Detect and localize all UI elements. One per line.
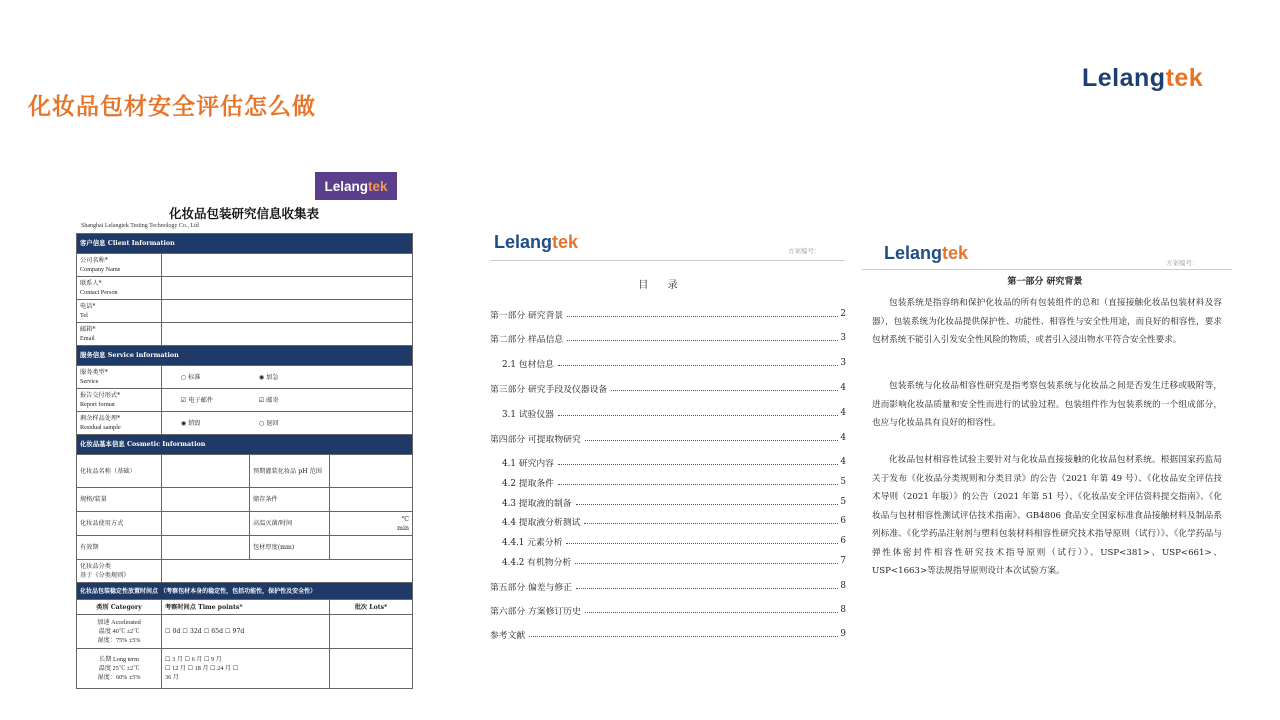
- radio-destroy: ◉ 销毁: [180, 419, 201, 427]
- toc-entry: [490, 432, 846, 444]
- toc-entry-label: 参考文献: [490, 630, 526, 640]
- toc-entry-page: 8: [840, 581, 846, 591]
- toc-leader-dots: [566, 537, 838, 544]
- label-tel: 电话* Tel: [77, 300, 162, 323]
- form-logo-part1: Lelang: [324, 178, 368, 194]
- toc-logo-part2: tek: [552, 232, 579, 252]
- background-logo-part1: Lelang: [884, 243, 943, 263]
- radio-urgent: ◉ 加急: [258, 373, 279, 381]
- toc-entry: [490, 407, 846, 419]
- brand-logo-part2: tek: [1165, 64, 1204, 92]
- toc-entry: [490, 515, 846, 527]
- toc-entry-label: 4.4.2 有机物分析: [502, 557, 572, 567]
- label-cosmetic-name: 化妆品名称（基础）: [77, 455, 162, 488]
- toc-entry: [490, 357, 846, 369]
- checkbox-mail: ☑ 邮寄: [258, 396, 279, 404]
- row-long-term: 长期 Long term 温度 25℃ ±2℃ 湿度：60% ±5%: [77, 649, 162, 689]
- toc-entry: [490, 496, 846, 508]
- toc-entry-label: 3.1 试验仪器: [502, 409, 554, 419]
- toc-entry-page: 7: [840, 556, 846, 566]
- toc-entry-page: 5: [840, 477, 846, 487]
- field-report-format: [162, 389, 413, 412]
- toc-entry-label: 第四部分 可提取物研究: [490, 434, 581, 444]
- col-category: 类别 Category: [77, 600, 162, 615]
- toc-entry-label: 第二部分 样品信息: [490, 334, 564, 344]
- toc-entry-page: 4: [840, 383, 846, 393]
- toc-entry-label: 第六部分 方案修订历史: [490, 606, 581, 616]
- background-heading: 第一部分 研究背景: [1007, 277, 1083, 287]
- toc-entry: [490, 456, 846, 468]
- field-residual-sample: [162, 412, 413, 435]
- form-page: [68, 168, 420, 690]
- background-header-rule: [862, 269, 1232, 270]
- toc-entry-label: 4.4 提取液分析测试: [502, 517, 581, 527]
- field-email: [162, 323, 413, 346]
- field-high-temp: °C min: [330, 512, 413, 536]
- background-plan-number: 方案编号：: [1166, 259, 1199, 267]
- section-cosmetic-info: 化妆品基本信息 Cosmetic Information: [77, 435, 413, 455]
- toc-entry: [490, 580, 846, 592]
- label-usage: 化妆品使用方式: [77, 512, 162, 536]
- toc-entry-label: 第一部分 研究背景: [490, 310, 564, 320]
- toc-entry: [490, 555, 846, 567]
- label-report-format: 报告交付形式* Report format: [77, 389, 162, 412]
- toc-entry-page: 3: [840, 358, 846, 368]
- brand-logo-part1: Lelang: [1082, 64, 1166, 92]
- toc-entry: [490, 382, 846, 394]
- slide-title: 化妆品包材安全评估怎么做: [28, 94, 316, 120]
- info-form-table: [76, 233, 413, 689]
- toc-entry-label: 4.1 研究内容: [502, 458, 554, 468]
- label-thickness: 包材厚度(mm): [250, 536, 330, 560]
- toc-leader-dots: [558, 478, 838, 485]
- section-service: 服务信息 Service information: [77, 346, 413, 366]
- toc-entry-label: 第三部分 研究手段及仪器设备: [490, 384, 608, 394]
- field-company-name: [162, 254, 413, 277]
- toc-logo: [494, 232, 578, 253]
- toc-entry-page: 8: [840, 605, 846, 615]
- brand-logo: [1082, 64, 1203, 93]
- toc-entry: [490, 308, 846, 320]
- col-time-points: 考察时间点 Time points*: [162, 600, 330, 615]
- section-client: 客户信息 Client Information: [77, 234, 413, 254]
- toc-entry: [490, 332, 846, 344]
- background-logo-part2: tek: [942, 243, 969, 263]
- toc-leader-dots: [575, 557, 838, 564]
- label-spec: 规格/装量: [77, 488, 162, 512]
- toc-entry: [490, 604, 846, 616]
- label-shelf-life: 有效期: [77, 536, 162, 560]
- field-contact: [162, 277, 413, 300]
- toc-entry-page: 4: [840, 408, 846, 418]
- toc-entry: [490, 535, 846, 547]
- background-page: [854, 232, 1236, 622]
- toc-entry-page: 9: [840, 629, 846, 639]
- toc-leader-dots: [576, 582, 838, 589]
- form-company: Shanghai Lelangtek Testing Technology Co., Ltd: [81, 223, 199, 229]
- checkbox-email: ☑ 电子邮件: [180, 396, 214, 404]
- toc-plan-number: 方案编号：: [788, 247, 821, 255]
- toc-leader-dots: [558, 458, 838, 465]
- label-contact: 联系人* Contact Person: [77, 277, 162, 300]
- toc-leader-dots: [567, 310, 838, 317]
- form-title: 化妆品包装研究信息收集表: [168, 206, 319, 221]
- toc-leader-dots: [567, 334, 838, 341]
- toc-entry-label: 4.4.1 元素分析: [502, 537, 563, 547]
- background-logo: [884, 243, 968, 264]
- toc-leader-dots: [576, 498, 839, 505]
- radio-return: ○ 退回: [258, 419, 279, 427]
- toc-leader-dots: [585, 606, 839, 613]
- toc-entry-page: 2: [840, 309, 846, 319]
- section-stability: 化妆品包装稳定性放置时间点 （考察包材本身的稳定性，包括功能性，保护性及安全性）: [77, 583, 413, 600]
- toc-header-rule: [490, 260, 844, 261]
- toc-entry-label: 2.1 包材信息: [502, 359, 554, 369]
- label-high-temp: 高温灭菌/时间: [250, 512, 330, 536]
- background-paragraph-3: 化妆品包材相容性试验主要针对与化妆品直接接触的化妆品包材系统。根据国家药监局关于发布《化妆品分类规则和分类目录》的公告（2021 年第 49 号）、《化妆品安全评估技术导则（2021 年版）》的公告（2021 年第 51 号）、《化妆品安全评估资料提交指南》、《化妆品与包材相容性测试评估技术指南》、GB4806 食品安全国家标准食品接触材料及制品系列标准、《化学药品注射剂与塑料包装材料相容性研究技术指导原则（试行）》、《化学药品与弹性体密封件相容性研究技术指导原则（试行）》、USP<381>、USP<661>、USP<1663>等法规指导原则设计本次试验方案。: [872, 455, 1222, 576]
- label-company-name: 公司名称* Company Name: [77, 254, 162, 277]
- long-time-points: ☐ 3 月 ☐ 6 月 ☐ 9 月 ☐ 12 月 ☐ 18 月 ☐ 24 月 ☐ 36 月: [162, 649, 330, 689]
- label-storage: 储存条件: [250, 488, 330, 512]
- toc-page: [474, 222, 850, 644]
- toc-entry-label: 第五部分 偏差与修正: [490, 582, 572, 592]
- background-paragraph-1: 包装系统是指容纳和保护化妆品的所有包装组件的总和（直接接触化妆品包装材料及容器），包装系统为化妆品提供保护性、功能性、相容性与安全性用途，而良好的相容性，要求包材系统不能引入引发安全性风险的物质，或者引入浸出物水平符合安全性要求。: [872, 298, 1222, 345]
- row-accelerated: 加速 Accelerated 温度 40℃ ±2℃ 湿度：75% ±5%: [77, 615, 162, 649]
- field-tel: [162, 300, 413, 323]
- toc-title: 目 录: [638, 280, 686, 291]
- acc-time-points: ☐ 0d ☐ 32d ☐ 65d ☐ 97d: [162, 615, 330, 649]
- toc-entry-page: 3: [840, 333, 846, 343]
- form-logo-part2: tek: [368, 178, 388, 194]
- toc-entry-page: 5: [840, 497, 846, 507]
- radio-standard: ○ 标准: [180, 373, 201, 381]
- toc-entry-page: 6: [840, 536, 846, 546]
- label-service-type: 服务类型* Service: [77, 366, 162, 389]
- toc-entry: [490, 476, 846, 488]
- toc-logo-part1: Lelang: [494, 232, 553, 252]
- label-category: 化妆品分类 基于《分类规则》: [77, 560, 162, 583]
- col-lots: 批次 Lots*: [330, 600, 413, 615]
- background-paragraph-2: 包装系统与化妆品相容性研究是指考察包装系统与化妆品之间是否发生迁移或吸附等，进而影响化妆品质量和安全性而进行的试验过程。包装组件作为包装系统的一个组成部分，也应与化妆品具有良好的相容性。: [872, 381, 1222, 428]
- toc-entry-page: 6: [840, 516, 846, 526]
- field-service-type: [162, 366, 413, 389]
- toc-leader-dots: [529, 630, 838, 637]
- toc-entry-label: 4.2 提取条件: [502, 478, 554, 488]
- toc-entry-page: 4: [840, 457, 846, 467]
- label-residual-sample: 剩余样品处理* Residual sample: [77, 412, 162, 435]
- label-ph-range: 预期灌装化妆品 pH 范围: [250, 455, 330, 488]
- label-email: 邮箱* Email: [77, 323, 162, 346]
- toc-entry-page: 4: [840, 433, 846, 443]
- toc-leader-dots: [558, 359, 838, 366]
- toc-leader-dots: [558, 409, 838, 416]
- toc-leader-dots: [584, 517, 838, 524]
- toc-entry-label: 4.3 提取液的制备: [502, 498, 572, 508]
- toc-entry: [490, 628, 846, 640]
- toc-leader-dots: [585, 434, 839, 441]
- toc-leader-dots: [611, 384, 838, 391]
- form-logo: [315, 172, 397, 200]
